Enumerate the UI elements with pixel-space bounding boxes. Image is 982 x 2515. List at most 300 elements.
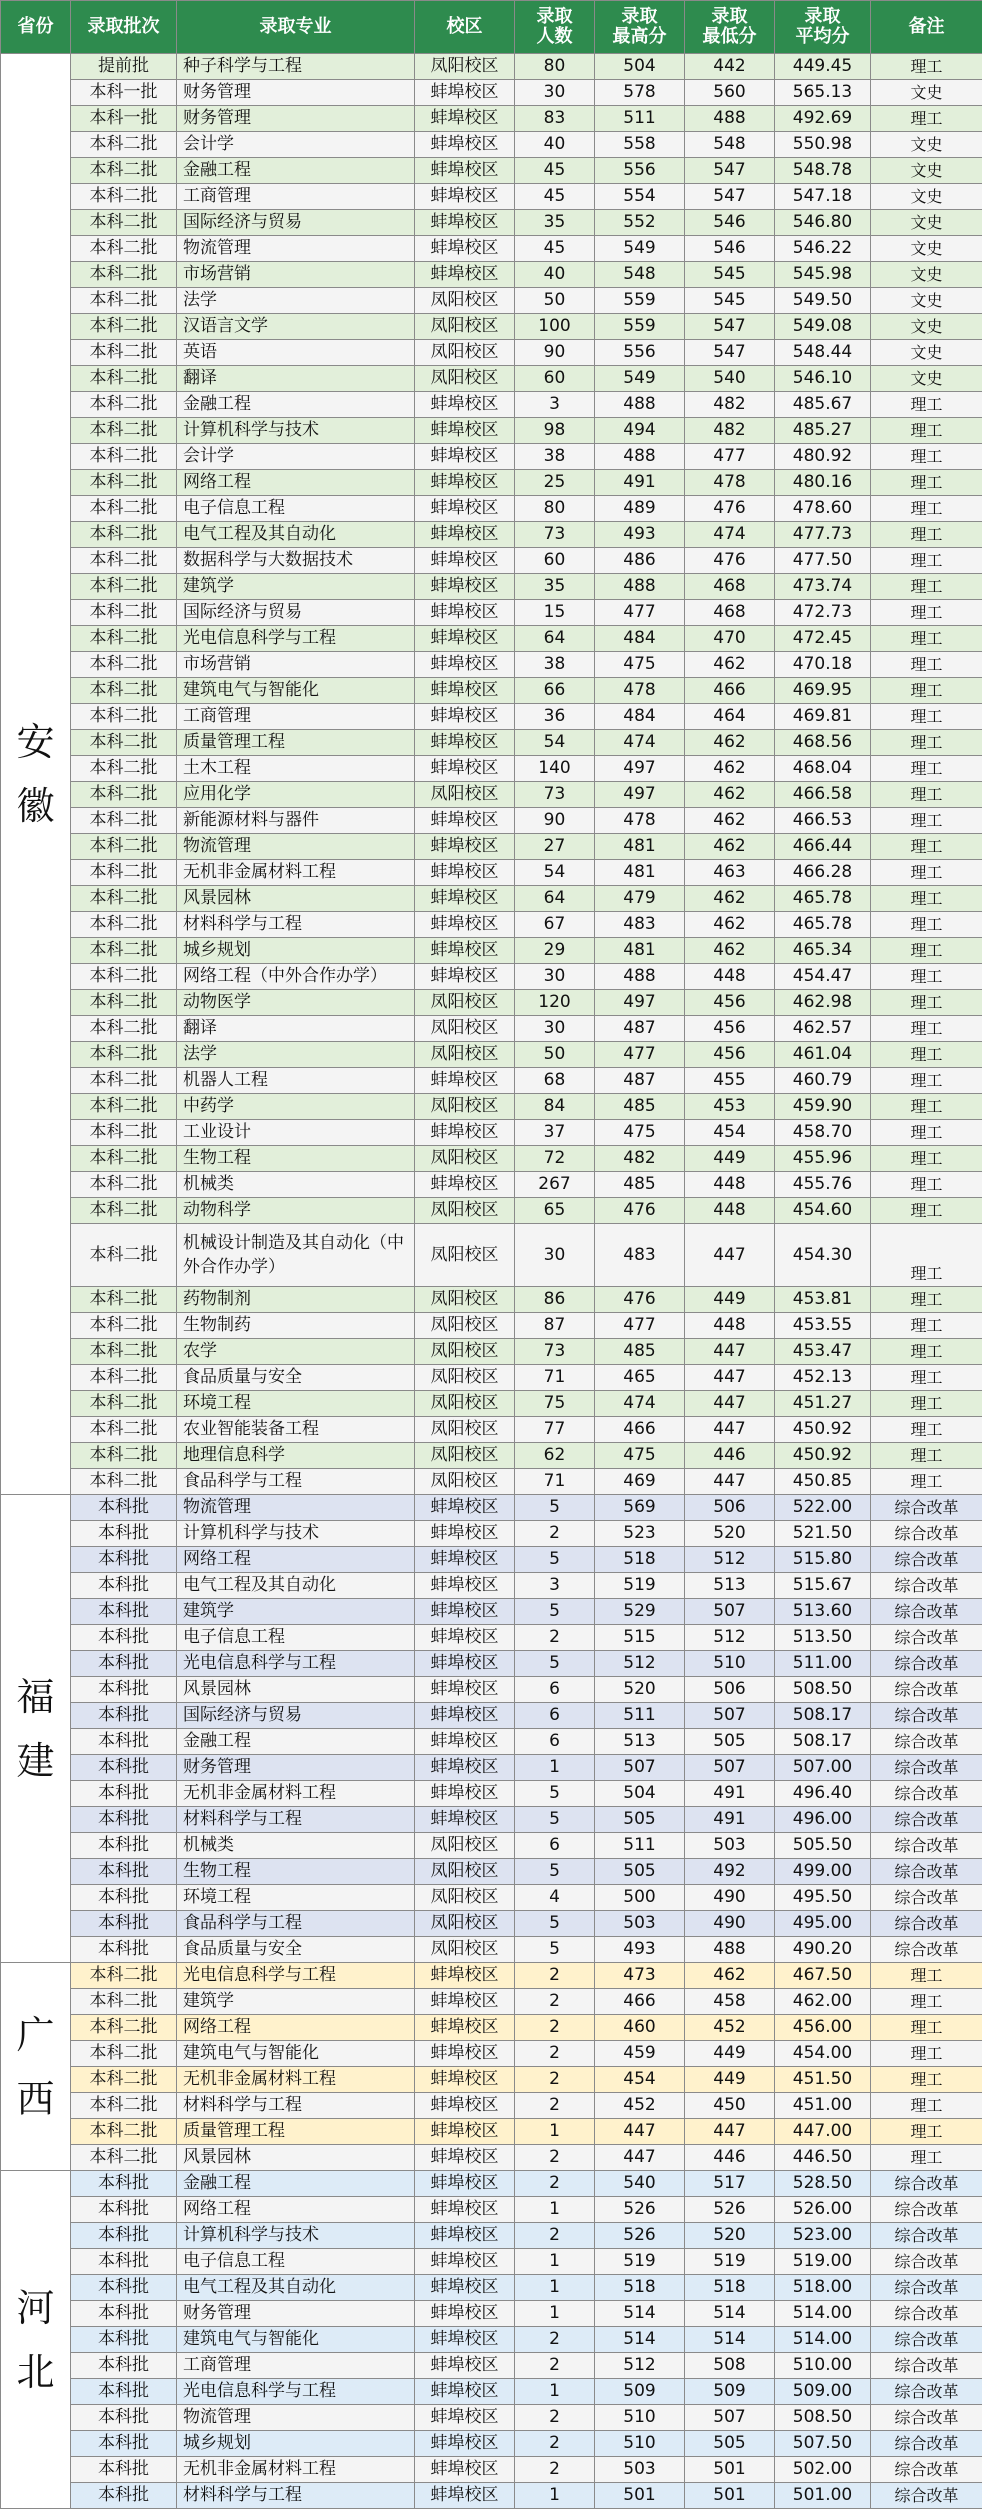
cell-enrolled: 62: [515, 1443, 595, 1469]
cell-avg-score: 485.27: [775, 418, 871, 444]
cell-batch: 本科批: [71, 2353, 177, 2379]
cell-major: 法学: [177, 1042, 415, 1068]
cell-major: 法学: [177, 288, 415, 314]
cell-max-score: 497: [595, 782, 685, 808]
cell-max-score: 466: [595, 1417, 685, 1443]
cell-campus: 蚌埠校区: [415, 1781, 515, 1807]
table-row: [1, 444, 982, 470]
cell-avg-score: 496.40: [775, 1781, 871, 1807]
cell-major: 光电信息科学与工程: [177, 1963, 415, 1989]
cell-batch: 本科二批: [71, 756, 177, 782]
table-row: [1, 990, 982, 1016]
table-row: [1, 2041, 982, 2067]
cell-min-score: 501: [685, 2457, 775, 2483]
cell-min-score: 462: [685, 808, 775, 834]
table-row: [1, 1469, 982, 1495]
cell-avg-score: 480.16: [775, 470, 871, 496]
cell-max-score: 485: [595, 1339, 685, 1365]
table-row: [1, 2353, 982, 2379]
cell-major: 城乡规划: [177, 2431, 415, 2457]
cell-max-score: 481: [595, 834, 685, 860]
cell-batch: 本科二批: [71, 730, 177, 756]
cell-max-score: 504: [595, 54, 685, 80]
cell-max-score: 513: [595, 1729, 685, 1755]
cell-note: 理工: [871, 1094, 982, 1120]
cell-min-score: 509: [685, 2379, 775, 2405]
cell-enrolled: 1: [515, 1755, 595, 1781]
table-row: [1, 2457, 982, 2483]
cell-max-score: 483: [595, 1224, 685, 1287]
cell-avg-score: 518.00: [775, 2275, 871, 2301]
cell-enrolled: 68: [515, 1068, 595, 1094]
cell-avg-score: 510.00: [775, 2353, 871, 2379]
table-row: [1, 860, 982, 886]
cell-note: 理工: [871, 1365, 982, 1391]
cell-avg-score: 513.50: [775, 1625, 871, 1651]
cell-major: 工商管理: [177, 184, 415, 210]
cell-min-score: 506: [685, 1495, 775, 1521]
cell-avg-score: 508.17: [775, 1729, 871, 1755]
cell-enrolled: 1: [515, 2119, 595, 2145]
cell-max-score: 482: [595, 1146, 685, 1172]
cell-enrolled: 5: [515, 1911, 595, 1937]
cell-avg-score: 485.67: [775, 392, 871, 418]
cell-enrolled: 2: [515, 2327, 595, 2353]
cell-major: 建筑电气与智能化: [177, 678, 415, 704]
cell-batch: 本科批: [71, 1781, 177, 1807]
cell-batch: 本科二批: [71, 912, 177, 938]
cell-campus: 蚌埠校区: [415, 808, 515, 834]
cell-major: 物流管理: [177, 834, 415, 860]
cell-enrolled: 73: [515, 522, 595, 548]
cell-campus: 蚌埠校区: [415, 1703, 515, 1729]
cell-note: 综合改革: [871, 2379, 982, 2405]
cell-campus: 蚌埠校区: [415, 1755, 515, 1781]
cell-campus: 蚌埠校区: [415, 2067, 515, 2093]
cell-max-score: 497: [595, 990, 685, 1016]
cell-campus: 蚌埠校区: [415, 626, 515, 652]
cell-enrolled: 36: [515, 704, 595, 730]
cell-min-score: 477: [685, 444, 775, 470]
cell-batch: 本科批: [71, 1755, 177, 1781]
cell-campus: 蚌埠校区: [415, 2457, 515, 2483]
cell-avg-score: 515.67: [775, 1573, 871, 1599]
cell-max-score: 452: [595, 2093, 685, 2119]
cell-campus: 凤阳校区: [415, 1443, 515, 1469]
cell-enrolled: 30: [515, 80, 595, 106]
cell-campus: 凤阳校区: [415, 782, 515, 808]
cell-avg-score: 462.98: [775, 990, 871, 1016]
cell-campus: 蚌埠校区: [415, 2405, 515, 2431]
cell-avg-score: 507.50: [775, 2431, 871, 2457]
cell-note: 综合改革: [871, 1495, 982, 1521]
cell-major: 电子信息工程: [177, 2249, 415, 2275]
cell-major: 金融工程: [177, 2171, 415, 2197]
table-row: [1, 1833, 982, 1859]
cell-max-score: 559: [595, 314, 685, 340]
cell-min-score: 450: [685, 2093, 775, 2119]
cell-enrolled: 2: [515, 2041, 595, 2067]
cell-batch: 本科批: [71, 1599, 177, 1625]
cell-enrolled: 71: [515, 1469, 595, 1495]
cell-min-score: 510: [685, 1651, 775, 1677]
cell-min-score: 462: [685, 912, 775, 938]
cell-max-score: 505: [595, 1807, 685, 1833]
cell-avg-score: 451.00: [775, 2093, 871, 2119]
cell-major: 种子科学与工程: [177, 54, 415, 80]
cell-avg-score: 547.18: [775, 184, 871, 210]
cell-batch: 本科批: [71, 2249, 177, 2275]
cell-avg-score: 465.78: [775, 886, 871, 912]
cell-min-score: 462: [685, 938, 775, 964]
table-row: [1, 652, 982, 678]
cell-enrolled: 2: [515, 2405, 595, 2431]
cell-enrolled: 30: [515, 964, 595, 990]
table-row: [1, 236, 982, 262]
cell-campus: 蚌埠校区: [415, 132, 515, 158]
cell-avg-score: 449.45: [775, 54, 871, 80]
cell-campus: 蚌埠校区: [415, 2041, 515, 2067]
cell-batch: 本科批: [71, 1911, 177, 1937]
cell-max-score: 478: [595, 678, 685, 704]
table-row: [1, 2275, 982, 2301]
cell-max-score: 488: [595, 392, 685, 418]
table-row: [1, 522, 982, 548]
cell-campus: 凤阳校区: [415, 314, 515, 340]
cell-note: 理工: [871, 1198, 982, 1224]
cell-max-score: 485: [595, 1094, 685, 1120]
cell-note: 理工: [871, 1224, 982, 1287]
cell-min-score: 447: [685, 1365, 775, 1391]
cell-batch: 本科二批: [71, 1172, 177, 1198]
cell-major: 电气工程及其自动化: [177, 522, 415, 548]
cell-max-score: 556: [595, 340, 685, 366]
header-max-score: 录取 最高分: [595, 1, 685, 54]
cell-enrolled: 2: [515, 1989, 595, 2015]
cell-major: 数据科学与大数据技术: [177, 548, 415, 574]
cell-enrolled: 1: [515, 2275, 595, 2301]
cell-note: 综合改革: [871, 1937, 982, 1963]
table-row: [1, 782, 982, 808]
province-cell: 广 西: [1, 1963, 71, 2171]
cell-max-score: 569: [595, 1495, 685, 1521]
table-row: [1, 80, 982, 106]
cell-min-score: 466: [685, 678, 775, 704]
cell-avg-score: 469.81: [775, 704, 871, 730]
cell-note: 综合改革: [871, 1625, 982, 1651]
cell-min-score: 526: [685, 2197, 775, 2223]
header-enrolled: 录取 人数: [515, 1, 595, 54]
cell-major: 网络工程: [177, 2015, 415, 2041]
cell-max-score: 484: [595, 626, 685, 652]
cell-avg-score: 458.70: [775, 1120, 871, 1146]
cell-batch: 本科二批: [71, 808, 177, 834]
cell-campus: 凤阳校区: [415, 1469, 515, 1495]
cell-avg-score: 521.50: [775, 1521, 871, 1547]
table-row: [1, 1573, 982, 1599]
cell-batch: 本科二批: [71, 600, 177, 626]
cell-max-score: 540: [595, 2171, 685, 2197]
cell-note: 综合改革: [871, 2483, 982, 2509]
cell-enrolled: 38: [515, 444, 595, 470]
cell-avg-score: 455.76: [775, 1172, 871, 1198]
cell-major: 生物工程: [177, 1146, 415, 1172]
table-row: [1, 2405, 982, 2431]
cell-batch: 本科二批: [71, 626, 177, 652]
cell-batch: 本科二批: [71, 496, 177, 522]
cell-max-score: 477: [595, 1042, 685, 1068]
cell-max-score: 473: [595, 1963, 685, 1989]
cell-major: 计算机科学与技术: [177, 418, 415, 444]
cell-batch: 本科二批: [71, 964, 177, 990]
cell-enrolled: 1: [515, 2483, 595, 2509]
cell-max-score: 512: [595, 2353, 685, 2379]
cell-max-score: 523: [595, 1521, 685, 1547]
cell-max-score: 554: [595, 184, 685, 210]
cell-min-score: 447: [685, 1391, 775, 1417]
cell-avg-score: 501.00: [775, 2483, 871, 2509]
table-row: [1, 704, 982, 730]
cell-batch: 本科二批: [71, 990, 177, 1016]
cell-enrolled: 40: [515, 132, 595, 158]
cell-batch: 本科二批: [71, 548, 177, 574]
cell-major: 光电信息科学与工程: [177, 626, 415, 652]
cell-max-score: 466: [595, 1989, 685, 2015]
cell-min-score: 470: [685, 626, 775, 652]
cell-note: 综合改革: [871, 1859, 982, 1885]
cell-avg-score: 508.17: [775, 1703, 871, 1729]
cell-min-score: 464: [685, 704, 775, 730]
table-row: [1, 1198, 982, 1224]
cell-batch: 本科二批: [71, 288, 177, 314]
cell-min-score: 462: [685, 730, 775, 756]
cell-enrolled: 77: [515, 1417, 595, 1443]
cell-campus: 蚌埠校区: [415, 574, 515, 600]
cell-campus: 蚌埠校区: [415, 1172, 515, 1198]
cell-note: 理工: [871, 626, 982, 652]
cell-min-score: 463: [685, 860, 775, 886]
cell-min-score: 488: [685, 106, 775, 132]
cell-avg-score: 550.98: [775, 132, 871, 158]
cell-major: 翻译: [177, 366, 415, 392]
cell-min-score: 490: [685, 1911, 775, 1937]
cell-enrolled: 4: [515, 1885, 595, 1911]
table-row: [1, 1146, 982, 1172]
cell-min-score: 545: [685, 262, 775, 288]
cell-avg-score: 546.22: [775, 236, 871, 262]
cell-campus: 凤阳校区: [415, 1911, 515, 1937]
cell-min-score: 547: [685, 314, 775, 340]
cell-avg-score: 545.98: [775, 262, 871, 288]
cell-min-score: 447: [685, 2119, 775, 2145]
cell-campus: 凤阳校区: [415, 366, 515, 392]
cell-max-score: 459: [595, 2041, 685, 2067]
cell-campus: 凤阳校区: [415, 54, 515, 80]
cell-enrolled: 2: [515, 2015, 595, 2041]
cell-campus: 蚌埠校区: [415, 2223, 515, 2249]
cell-enrolled: 87: [515, 1313, 595, 1339]
cell-major: 食品质量与安全: [177, 1365, 415, 1391]
table-row: [1, 574, 982, 600]
cell-min-score: 447: [685, 1224, 775, 1287]
cell-major: 计算机科学与技术: [177, 1521, 415, 1547]
cell-batch: 本科二批: [71, 1146, 177, 1172]
cell-major: 英语: [177, 340, 415, 366]
cell-note: 综合改革: [871, 1807, 982, 1833]
cell-note: 综合改革: [871, 2171, 982, 2197]
cell-batch: 本科批: [71, 1859, 177, 1885]
cell-note: 文史: [871, 262, 982, 288]
cell-campus: 凤阳校区: [415, 1198, 515, 1224]
cell-min-score: 446: [685, 2145, 775, 2171]
cell-batch: 本科二批: [71, 1365, 177, 1391]
cell-enrolled: 72: [515, 1146, 595, 1172]
cell-avg-score: 467.50: [775, 1963, 871, 1989]
cell-major: 网络工程（中外合作办学）: [177, 964, 415, 990]
cell-batch: 本科二批: [71, 2093, 177, 2119]
cell-major: 中药学: [177, 1094, 415, 1120]
table-row: [1, 1989, 982, 2015]
cell-note: 理工: [871, 574, 982, 600]
table-row: [1, 1495, 982, 1521]
cell-note: 综合改革: [871, 2405, 982, 2431]
cell-campus: 蚌埠校区: [415, 756, 515, 782]
cell-min-score: 507: [685, 1703, 775, 1729]
cell-campus: 蚌埠校区: [415, 1521, 515, 1547]
cell-enrolled: 6: [515, 1729, 595, 1755]
cell-avg-score: 478.60: [775, 496, 871, 522]
cell-campus: 凤阳校区: [415, 1885, 515, 1911]
cell-enrolled: 71: [515, 1365, 595, 1391]
cell-batch: 本科二批: [71, 782, 177, 808]
table-row: [1, 496, 982, 522]
cell-major: 质量管理工程: [177, 2119, 415, 2145]
cell-note: 理工: [871, 2041, 982, 2067]
cell-campus: 凤阳校区: [415, 1313, 515, 1339]
table-row: [1, 1755, 982, 1781]
cell-max-score: 549: [595, 366, 685, 392]
cell-campus: 凤阳校区: [415, 990, 515, 1016]
cell-major: 质量管理工程: [177, 730, 415, 756]
cell-enrolled: 1: [515, 2249, 595, 2275]
cell-enrolled: 6: [515, 1677, 595, 1703]
cell-campus: 蚌埠校区: [415, 2015, 515, 2041]
cell-note: 理工: [871, 990, 982, 1016]
cell-campus: 蚌埠校区: [415, 678, 515, 704]
cell-campus: 蚌埠校区: [415, 2145, 515, 2171]
cell-major: 建筑学: [177, 1989, 415, 2015]
cell-major: 翻译: [177, 1016, 415, 1042]
cell-batch: 本科二批: [71, 418, 177, 444]
cell-max-score: 478: [595, 808, 685, 834]
cell-avg-score: 508.50: [775, 1677, 871, 1703]
cell-max-score: 477: [595, 1313, 685, 1339]
cell-campus: 蚌埠校区: [415, 1625, 515, 1651]
cell-enrolled: 5: [515, 1937, 595, 1963]
cell-major: 市场营销: [177, 262, 415, 288]
table-row: [1, 2119, 982, 2145]
cell-max-score: 485: [595, 1172, 685, 1198]
cell-max-score: 511: [595, 1703, 685, 1729]
cell-major: 会计学: [177, 444, 415, 470]
cell-avg-score: 450.85: [775, 1469, 871, 1495]
cell-batch: 本科二批: [71, 1287, 177, 1313]
cell-batch: 本科批: [71, 2483, 177, 2509]
table-row: [1, 184, 982, 210]
table-row: [1, 1547, 982, 1573]
cell-note: 综合改革: [871, 1911, 982, 1937]
cell-min-score: 448: [685, 964, 775, 990]
cell-enrolled: 35: [515, 210, 595, 236]
table-row: [1, 1224, 982, 1287]
cell-avg-score: 454.00: [775, 2041, 871, 2067]
cell-campus: 蚌埠校区: [415, 1068, 515, 1094]
table-row: [1, 938, 982, 964]
cell-major: 金融工程: [177, 392, 415, 418]
table-row: [1, 158, 982, 184]
cell-avg-score: 528.50: [775, 2171, 871, 2197]
cell-avg-score: 450.92: [775, 1417, 871, 1443]
cell-max-score: 497: [595, 756, 685, 782]
cell-note: 文史: [871, 132, 982, 158]
cell-major: 材料科学与工程: [177, 2093, 415, 2119]
cell-enrolled: 64: [515, 886, 595, 912]
cell-campus: 蚌埠校区: [415, 1963, 515, 1989]
cell-min-score: 508: [685, 2353, 775, 2379]
cell-min-score: 448: [685, 1172, 775, 1198]
table-row: [1, 730, 982, 756]
table-row: [1, 106, 982, 132]
cell-max-score: 511: [595, 106, 685, 132]
cell-max-score: 515: [595, 1625, 685, 1651]
cell-min-score: 482: [685, 392, 775, 418]
cell-enrolled: 2: [515, 1521, 595, 1547]
cell-min-score: 507: [685, 2405, 775, 2431]
cell-min-score: 518: [685, 2275, 775, 2301]
cell-campus: 蚌埠校区: [415, 2249, 515, 2275]
cell-max-score: 481: [595, 938, 685, 964]
cell-major: 电子信息工程: [177, 496, 415, 522]
cell-max-score: 487: [595, 1016, 685, 1042]
cell-batch: 本科二批: [71, 1042, 177, 1068]
cell-min-score: 512: [685, 1625, 775, 1651]
cell-campus: 蚌埠校区: [415, 1573, 515, 1599]
table-row: [1, 2431, 982, 2457]
cell-campus: 蚌埠校区: [415, 834, 515, 860]
table-row: [1, 1625, 982, 1651]
cell-enrolled: 80: [515, 496, 595, 522]
cell-avg-score: 466.53: [775, 808, 871, 834]
cell-enrolled: 2: [515, 1625, 595, 1651]
cell-enrolled: 5: [515, 1495, 595, 1521]
table-row: [1, 1677, 982, 1703]
cell-major: 生物工程: [177, 1859, 415, 1885]
cell-min-score: 456: [685, 1016, 775, 1042]
cell-max-score: 518: [595, 1547, 685, 1573]
cell-min-score: 491: [685, 1781, 775, 1807]
cell-batch: 本科批: [71, 2379, 177, 2405]
cell-campus: 蚌埠校区: [415, 2197, 515, 2223]
table-row: [1, 808, 982, 834]
cell-min-score: 547: [685, 158, 775, 184]
cell-avg-score: 466.28: [775, 860, 871, 886]
cell-note: 综合改革: [871, 2457, 982, 2483]
cell-min-score: 545: [685, 288, 775, 314]
cell-campus: 蚌埠校区: [415, 262, 515, 288]
cell-min-score: 547: [685, 184, 775, 210]
table-row: [1, 2483, 982, 2509]
cell-campus: 蚌埠校区: [415, 730, 515, 756]
